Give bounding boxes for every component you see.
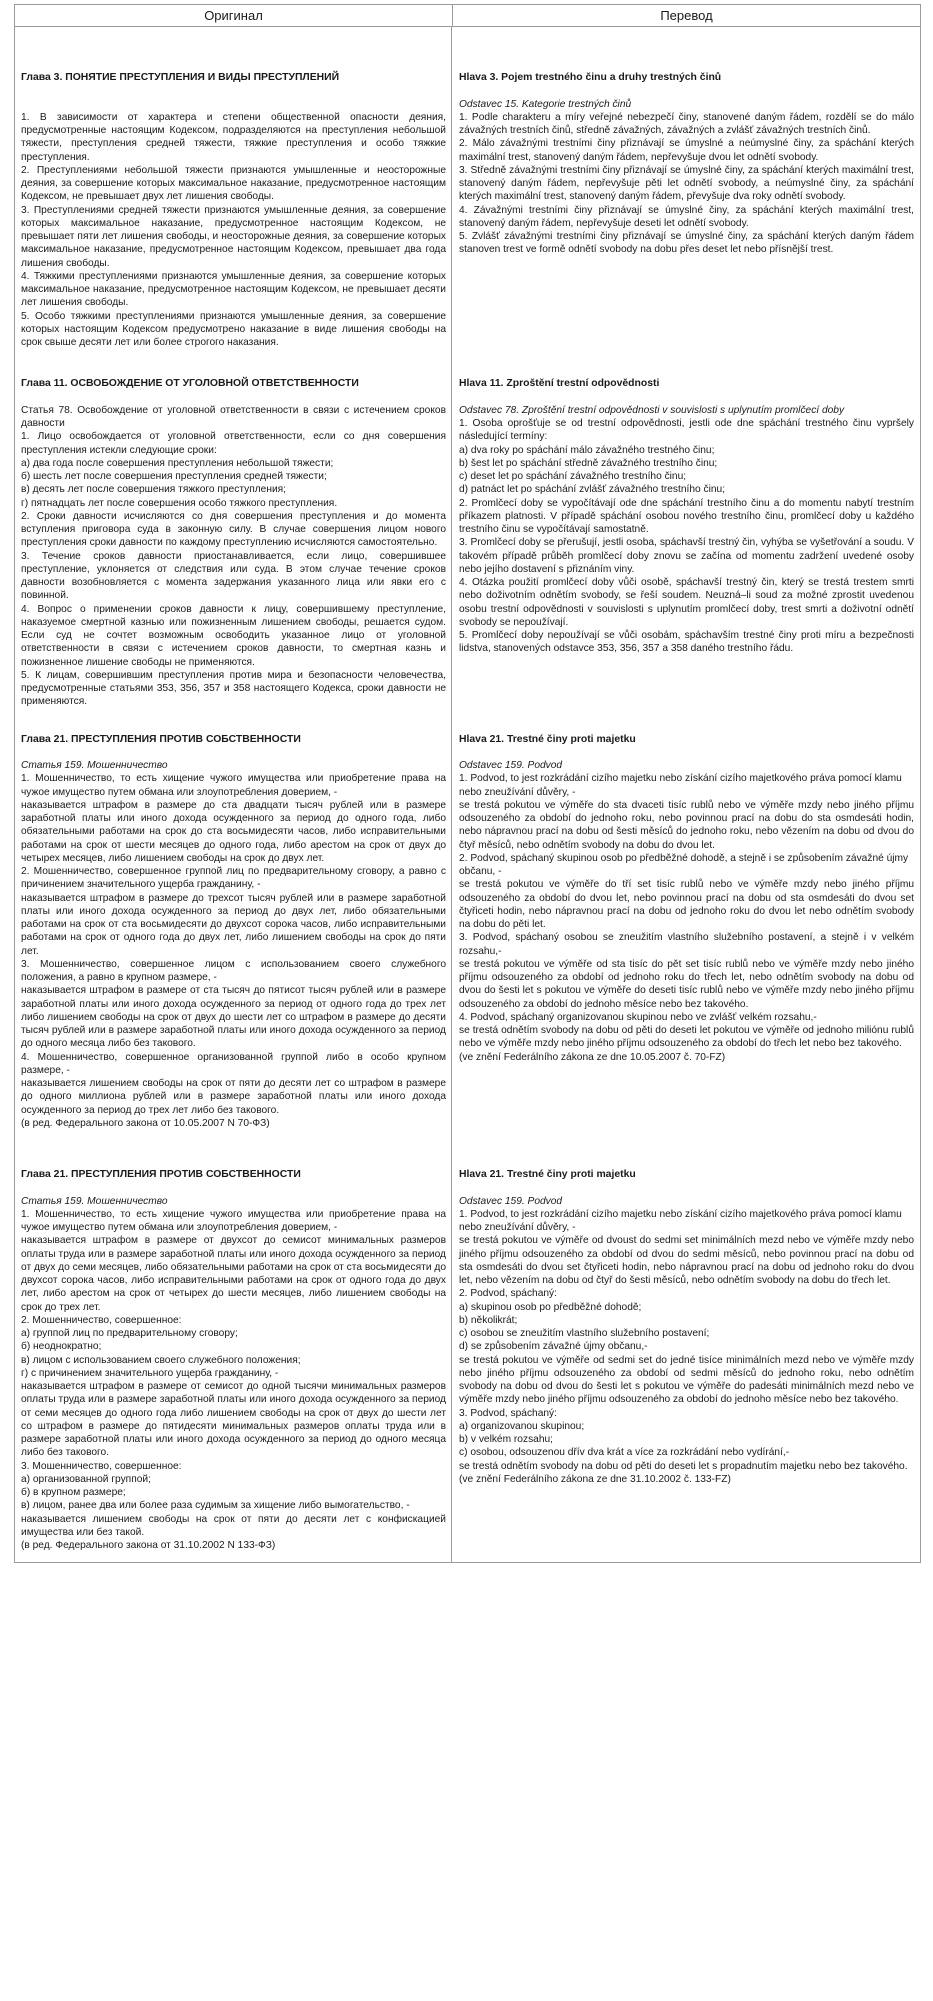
paragraph: наказывается штрафом в размере от ста тысяч до пятисот тысяч рублей или в размере заработной платы или иного дохода осужденного за период от одного года до трех лет либо лишением свободы на срок от двух до шести лет со штрафом в размере до десяти тысяч рублей или в размере заработной платы или иного дохода осужденного за период до одного месяца либо без такового. <box>21 985 446 1050</box>
article-title: Odstavec 15. Kategorie trestných činů <box>459 98 632 110</box>
paragraph: наказывается штрафом в размере до ста двадцати тысяч рублей или в размере заработной платы или иного дохода осужденного за период до одного года, либо обязательными работами на срок до ста восьмидесяти часов, либо исправительными работами на срок от шести месяцев до одного года, либо арестом на срок от двух до четырех месяцев, либо лишением свободы на срок до двух лет. <box>21 799 446 864</box>
spacer <box>21 391 446 404</box>
paragraph: 2. Мошенничество, совершенное: <box>21 1314 182 1326</box>
article-title: Статья 159. Мошенничество <box>21 1195 168 1207</box>
spacer <box>459 391 914 404</box>
translation-cell <box>452 1152 919 1562</box>
paragraph: б) неоднократно; <box>21 1341 102 1353</box>
paragraph: в) лицом с использованием своего служебного положения; <box>21 1354 301 1366</box>
paragraph: 4. Мошенничество, совершенное организованной группой либо в особо крупном размере, - <box>21 1051 446 1076</box>
paragraph: c) osobou se zneužitím vlastního služebního postavení; <box>459 1328 710 1339</box>
paragraph: 3. Мошенничество, совершенное: <box>21 1460 182 1472</box>
paragraph: 1. В зависимости от характера и степени общественной опасности деяния, предусмотренные настоящим Кодексом, подразделяются на преступления небольшой тяжести, преступления средней тяжести, тяжкие преступления и особо тяжкие преступления. <box>21 111 446 163</box>
paragraph: 2. Podvod, spáchaný skupinou osob po předběžné dohodě, a stejně i se způsobením závažné újmy občanu, - <box>459 852 909 877</box>
paragraph: 2. Мошенничество, совершенное группой лиц по предварительному сговору, а равно с причинением значительного ущерба гражданину, - <box>21 866 446 891</box>
chapter-heading: Hlava 3. Pojem trestného činu a druhy trestných činů <box>459 72 722 83</box>
paragraph: 3. Středně závažnými trestními činy přiznávají se úmyslné činy, za spáchání kterých maximální trest, stanovený daným řádem, nepřevyšuje pěti let odnětí svobody, a neúmyslné činy, za spáchání kterých maximální trest, stanovený daným řádem, převyšuje dva roky odnětí svobody. <box>459 164 914 203</box>
paragraph: se trestá pokutou ve výměře od dvoust do sedmi set minimálních mezd nebo ve výměře mzdy nebo jiného příjmu odsouzeného za období od dvou do sedmi měsíců, nebo povinnou prací na dobu od sta osmdesáti do dvou set čtyřiceti hodin, nebo nápravnou prací na dobu od jednoho roku do dvou let, nebo vězením na dobu od čtyř do šesti měsíců, nebo odnětím svobody na dobu do třech let. <box>459 1235 914 1286</box>
chapter-heading: Глава 11. ОСВОБОЖДЕНИЕ ОТ УГОЛОВНОЙ ОТВЕТСТВЕННОСТИ <box>21 378 359 390</box>
spacer <box>459 746 914 759</box>
original-cell <box>15 723 452 1153</box>
paragraph: а) два года после совершения преступления небольшой тяжести; <box>21 457 334 469</box>
paragraph: b) šest let po spáchání středně závažného trestního činu; <box>459 457 718 469</box>
spacer <box>21 1181 446 1194</box>
article-title: Odstavec 159. Podvod <box>459 1195 563 1207</box>
paragraph: a) dva roky po spáchání málo závažného trestného činu; <box>459 444 715 456</box>
article-title: Статья 159. Мошенничество <box>21 760 168 771</box>
original-cell <box>15 27 452 365</box>
paragraph: 2. Podvod, spáchaný: <box>459 1288 557 1300</box>
paragraph: a) organizovanou skupinou; <box>459 1420 585 1432</box>
section-row <box>15 723 920 1153</box>
chapter-heading: Hlava 11. Zproštění trestní odpovědnosti <box>459 378 660 390</box>
article-title: Odstavec 78. Zproštění trestní odpovědnosti v souvislosti s uplynutím promlčecí doby <box>459 404 845 416</box>
paragraph: 1. Podvod, to jest rozkrádání cizího majetku nebo získání cizího majetkového práva pomocí klamu nebo zneužívání důvěry, - <box>459 773 902 798</box>
paragraph: в) десять лет после совершения тяжкого преступления; <box>21 484 286 496</box>
paragraph: б) в крупном размере; <box>21 1487 126 1498</box>
original-cell <box>15 1152 452 1562</box>
paragraph: 3. Promlčecí doby se přerušují, jestli osoba, spáchavší trestný čin, vyhýba se vyšetřování a soudu. V takovém případě průběh promlčecí doby znovu se začína od momentu zadržení uvedené osoby nebo jejího dostavení s přiznáním viny. <box>459 537 914 575</box>
paragraph: 1. Мошенничество, то есть хищение чужого имущества или приобретение права на чужое имущество путем обмана или злоупотребления доверием, - <box>21 1208 446 1233</box>
paragraph: г) с причинением значительного ущерба гражданину, - <box>21 1367 279 1379</box>
paragraph: а) организованной группой; <box>21 1473 151 1485</box>
document-table <box>14 4 921 1563</box>
paragraph: 5. Особо тяжкими преступлениями признаются умышленные деяния, за совершение которых настоящим Кодексом предусмотрено наказание в виде лишения свободы на срок свыше десяти лет или более строгого наказания. <box>21 310 446 348</box>
paragraph: 4. Podvod, spáchaný organizovanou skupinou nebo ve zvlášť velkém rozsahu,- <box>459 1011 817 1023</box>
original-cell <box>15 365 452 722</box>
paragraph: г) пятнадцать лет после совершения особо тяжкого преступления. <box>21 497 338 509</box>
section-row <box>15 365 920 722</box>
translation-cell <box>452 723 919 1153</box>
paragraph: b) několikrát; <box>459 1314 518 1326</box>
paragraph: Статья 78. Освобождение от уголовной ответственности в связи с истечением сроков давности <box>21 404 446 429</box>
spacer <box>459 1181 914 1194</box>
spacer <box>21 84 446 97</box>
paragraph: 3. Преступлениями средней тяжести признаются умышленные деяния, за совершение которых максимальное наказание, предусмотренное настоящим Кодексом, не превышает пяти лет лишения свободы, и неосторожные деяния, за совершение которых максимальное наказание, предусмотренное настоящим Кодексом, превышает два года лишения свободы. <box>21 204 446 269</box>
section-row <box>15 27 920 365</box>
spacer <box>21 746 446 759</box>
paragraph: наказывается штрафом в размере от семисот до одной тысячи минимальных размеров оплаты труда или в размере заработной платы или иного дохода осужденного за период от семи месяцев до одного года либо лишением свободы на срок от двух до шести лет со штрафом в размере до пятидесяти минимальных размеров оплаты труда или в размере заработной платы или иного дохода осужденного за период до одного месяца либо без такового. <box>21 1381 446 1459</box>
paragraph: (ve znění Federálního zákona ze dne 10.05.2007 č. 70-FZ) <box>459 1051 726 1063</box>
paragraph: 5. К лицам, совершившим преступления против мира и безопасности человечества, предусмотренные статьями 353, 356, 357 и 358 настоящего Кодекса, сроки давности не применяются. <box>21 669 446 708</box>
paragraph: d) se způsobením závažné újmy občanu,- <box>459 1341 648 1353</box>
paragraph: 3. Podvod, spáchaný osobou se zneužitím vlastního služebního postavení, a stejně i v velkém rozsahu,- <box>459 932 914 957</box>
paragraph: se trestá odnětím svobody na dobu od pěti do deseti let pokutou ve výměře od jednoho miliónu rublů nebo ve výměře mzdy nebo jiného příjmu odsouzeného za období do třech let nebo bez takového. <box>459 1025 914 1050</box>
paragraph: 5. Promlčecí doby nepoužívají se vůči osobám, spáchavším trestné činy proti míru a bezpečnosti lidstva, stanovených odstavce 353, 356, 357 a 358 daného trestního řádu. <box>459 630 914 655</box>
paragraph: d) patnáct let po spáchání zvlášť závažného trestního činu; <box>459 484 726 496</box>
paragraph: 1. Podle charakteru a míry veřejné nebezpečí činy, stanovené daným řádem, rozdělí se do málo závažných trestních činů, středně závažných, závažných a zvlášť závažných trestních činů. <box>459 111 914 136</box>
paragraph: 3. Течение сроков давности приостанавливается, если лицо, совершившее преступление, уклоняется от следствия или суда. В этом случае течение сроков давности возобновляется с момента задержания указанного лица или явки его с повинной. <box>21 550 446 602</box>
paragraph: (в ред. Федерального закона от 31.10.2002 N 133-ФЗ) <box>21 1540 276 1551</box>
article-title: Odstavec 159. Podvod <box>459 760 563 771</box>
paragraph: 2. Promlčecí doby se vypočítávají ode dne spáchání trestního činu a do momentu nabytí trestním příkazem platnosti. V případě spáchání osobou nového trestního činu, promlčecí doby u každého trestního činu se vypočítávají samostatně. <box>459 497 914 535</box>
paragraph: наказывается штрафом в размере до трехсот тысяч рублей или в размере заработной платы или иного дохода осужденного за период до двух лет, либо обязательными работами на срок от ста восьмидесяти до двухсот сорока часов, либо исправительными работами на срок от одного года до двух лет, либо лишением свободы на срок до пяти лет. <box>21 892 446 957</box>
paragraph: se trestá pokutou ve výměře od sta tisíc do pět set tisíc rublů nebo ve výměře mzdy nebo jiného příjmu odsouzeného za období od jednoho roku do třech let, nebo odnětím svobody na dobu od dvou do šesti let s pokutou ve výměře do deseti tisíc rublů nebo ve výměře mzdy nebo jiného příjmu odsouzeného za období do jednoho měsíce nebo bez takového. <box>459 958 914 1010</box>
paragraph: 2. Málo závažnými trestními činy přiznávají se úmyslné a neúmyslné činy, za spáchání kterých maximální trest, stanovený daným řádem, nepřevyšuje dvou let odnětí svobody. <box>459 138 914 163</box>
paragraph: se trestá odnětím svobody na dobu od pěti do deseti let s propadnutím majetku nebo bez takového. <box>459 1460 908 1472</box>
paragraph: b) v velkém rozsahu; <box>459 1434 553 1445</box>
paragraph: se trestá pokutou ve výměře od sedmi set do jedné tisíce minimálních mezd nebo ve výměře mzdy nebo jiného příjmu odsouzeného za období od sedmi měsíců do jednoho roku, nebo odnětím svobody na dobu od dvou do šesti let s pokutou ve výměře do padesáti minimálních mezd nebo ve výměře mzdy nebo jiného příjmu odsouzeného za období do jednoho měsíce nebo bez takového. <box>459 1354 914 1406</box>
paragraph: б) шесть лет после совершения преступления средней тяжести; <box>21 471 327 482</box>
table-header <box>15 5 920 27</box>
paragraph: (ve znění Federálního zákona ze dne 31.10.2002 č. 133-FZ) <box>459 1473 731 1485</box>
paragraph: 4. Вопрос о применении сроков давности к лицу, совершившему преступление, наказуемое смертной казнью или пожизненным лишением свободы, решается судом. Если суд не сочтет возможным освободить указанное лицо от уголовной ответственности в связи с истечением сроков давности, то смертная казнь и пожизненное лишение свободы не применяются. <box>21 603 446 668</box>
translation-cell <box>452 365 919 722</box>
chapter-heading: Глава 21. ПРЕСТУПЛЕНИЯ ПРОТИВ СОБСТВЕННОСТИ <box>21 733 301 745</box>
paragraph: se trestá pokutou ve výměře do tří set tisíc rublů nebo ve výměře mzdy nebo jiného příjmu odsouzeného za období do dvou let, nebo povinnou prací na dobu od sta osmdesáti do dvou set čtyřiceti hodin, nebo nápravnou prací na dobu od jednoho roku do dvou let nebo odnětím svobody na dobu do pěti let. <box>459 879 914 930</box>
paragraph: наказывается штрафом в размере от двухсот до семисот минимальных размеров оплаты труда или в размере заработной платы или иного дохода осужденного за период от двух до семи месяцев, либо обязательными работами на срок от ста восьмидесяти до двухсот сорока часов, либо исправительными работами на срок от одного года до двух лет, либо арестом на срок от четырех до шести месяцев, либо лишением свободы на срок до трех лет. <box>21 1235 446 1313</box>
section-row <box>15 1152 920 1562</box>
paragraph: 4. Тяжкими преступлениями признаются умышленные деяния, за совершение которых максимальное наказание, предусмотренное настоящим Кодексом, не превышает десяти лет лишения свободы. <box>21 270 446 309</box>
paragraph: 1. Osoba oprošťuje se od trestní odpovědnosti, jestli ode dne spáchání trestného činu vypršely následující termíny: <box>459 418 914 443</box>
paragraph: 3. Мошенничество, совершенное лицом с использованием своего служебного положения, а равно в крупном размере, - <box>21 958 446 983</box>
paragraph: 2. Сроки давности исчисляются со дня совершения преступления и до момента вступления приговора суда в законную силу. В случае совершения лицом нового преступления сроки давности по каждому преступлению исчисляются самостоятельно. <box>21 510 446 549</box>
paragraph: 4. Závažnými trestními činy přiznávají se úmyslné činy, za spáchání kterých maximální trest, stanovený daným řádem, nepřevyšuje deseti let odnětí svobody. <box>459 204 914 229</box>
paragraph: наказывается лишением свободы на срок от пяти до десяти лет со штрафом в размере до одного миллиона рублей или в размере заработной платы или иного дохода осужденного за период до трех лет либо без такового. <box>21 1078 446 1116</box>
table-body <box>15 27 920 1562</box>
header-translation: Перевод <box>660 8 713 23</box>
paragraph: (в ред. Федерального закона от 10.05.2007 N 70-ФЗ) <box>21 1117 270 1129</box>
paragraph: наказывается лишением свободы на срок от пяти до десяти лет с конфискацией имущества или без такой. <box>21 1513 446 1538</box>
paragraph: 4. Otázka použití promlčecí doby vůči osobě, spáchavší trestný čin, který se trestá trestem smrti nebo doživotním odnětím svobody, se řeší soudem. Neuzná–li soud za možné zprostit uvedenou osobu trestní odpovědnosti v souvislosti s uplynutím promlčecí doby, trest smrti a doživotní odnětí svobody se nepoužívají. <box>459 577 914 628</box>
paragraph: se trestá pokutou ve výměře do sta dvaceti tisíc rublů nebo ve výměře mzdy nebo jiného příjmu odsouzeného za období do jednoho roku, nebo povinnou prací na dobu do sta osmdesáti hodin, nebo nápravnou prací na dobu od šesti měsíců do jednoho roku, nebo vězením na dobu od dvou do čtyř měsíců, nebo odnětím svobody na dobu do dvou let. <box>459 799 914 851</box>
paragraph: 5. Zvlášť závažnými trestními činy přiznávají se úmyslné činy, za spáchání kterých daným řádem stanoven trest ve formě odnětí svobody na dobu přes deset let nebo přísnější trest. <box>459 231 914 256</box>
spacer <box>459 84 914 97</box>
header-original: Оригинал <box>15 5 453 26</box>
paragraph: c) deset let po spáchání závažného trestního činu; <box>459 471 687 482</box>
chapter-heading: Глава 3. ПОНЯТИЕ ПРЕСТУПЛЕНИЯ И ВИДЫ ПРЕСТУПЛЕНИЙ <box>21 72 340 83</box>
paragraph: 2. Преступлениями небольшой тяжести признаются умышленные и неосторожные деяния, за совершение которых максимальное наказание, предусмотренное настоящим Кодексом, не превышает двух лет лишения свободы. <box>21 164 446 203</box>
paragraph: 1. Мошенничество, то есть хищение чужого имущества или приобретение права на чужое имущество путем обмана или злоупотребления доверием, - <box>21 773 446 798</box>
spacer <box>21 98 446 111</box>
chapter-heading: Hlava 21. Trestné činy proti majetku <box>459 733 636 745</box>
chapter-heading: Глава 21. ПРЕСТУПЛЕНИЯ ПРОТИВ СОБСТВЕННОСТИ <box>21 1169 301 1180</box>
paragraph: а) группой лиц по предварительному сговору; <box>21 1328 238 1339</box>
paragraph: 1. Podvod, to jest rozkrádání cizího majetku nebo získání cizího majetkového práva pomocí klamu nebo zneužívání důvěry, - <box>459 1208 902 1233</box>
paragraph: 3. Podvod, spáchaný: <box>459 1407 557 1419</box>
paragraph: 1. Лицо освобождается от уголовной ответственности, если со дня совершения преступления истекли следующие сроки: <box>21 431 446 456</box>
paragraph: в) лицом, ранее два или более раза судимым за хищение либо вымогательство, - <box>21 1500 410 1512</box>
chapter-heading: Hlava 21. Trestné činy proti majetku <box>459 1169 636 1180</box>
paragraph: a) skupinou osob po předběžné dohodě; <box>459 1301 642 1313</box>
translation-cell <box>452 27 919 365</box>
paragraph: c) osobou, odsouzenou dřív dva krát a více za rozkrádání nebo vydírání,- <box>459 1447 790 1459</box>
